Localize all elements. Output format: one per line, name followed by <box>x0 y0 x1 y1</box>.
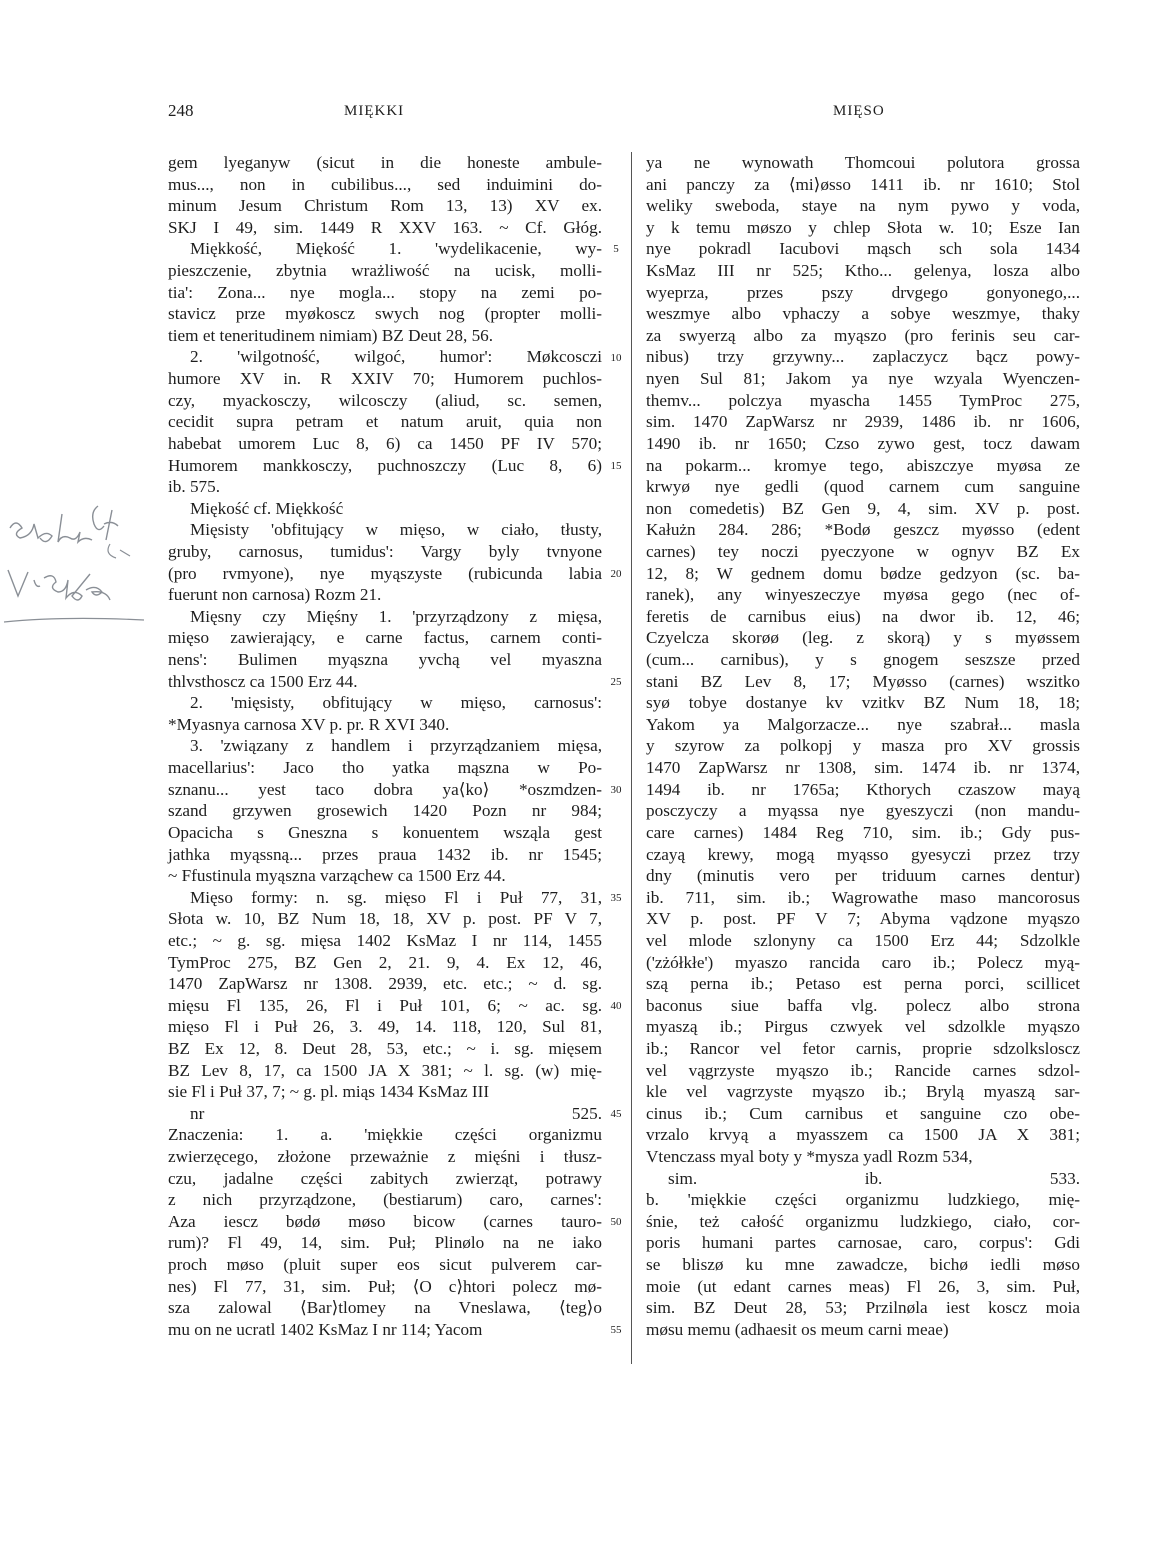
line-number: 15 <box>610 459 622 472</box>
text-line: Mięsny czy Mięśny 1. 'przyrządzony z mięsa, <box>190 606 602 626</box>
text-line: nr 525. <box>190 1103 602 1123</box>
text-line: sza zalowal ⟨Bar⟩tlomey na Vneslawa, ⟨teg⟩o <box>168 1298 602 1318</box>
page-number: 248 <box>168 101 194 120</box>
text-line: kle vel vagrzyste myąszo ib.; Brylą myaszą sar- <box>646 1082 1080 1102</box>
text-line: tia': Zona... nye mogla... stopy na zemi po- <box>168 282 602 302</box>
text-line: wyeprza, przes pszy drvgego gonyonego,... <box>646 282 1080 302</box>
text-line: BZ Ex 12, 8. Deut 28, 53, etc.; ~ i. sg. mięsem <box>168 1038 602 1058</box>
text-line: nibus) trzy grzywny... zaplaczycz bącz powy- <box>646 347 1080 367</box>
text-line: gem lyeganyw (sicut in die honeste ambule- <box>168 153 602 172</box>
text-line: y szyrow za polkopj y masza pro XV grossis <box>646 736 1080 756</box>
text-line: themv... polczya myascha 1455 TymProc 275, <box>646 390 1080 410</box>
text-line: mus..., non in cubilibus..., sed induimini do- <box>168 174 602 194</box>
text-line: vel mlode szlonyny ca 1500 Erz 44; Sdzolkle <box>646 930 1080 950</box>
text-line: 1490 ib. nr 1650; Czso zywo gest, tocz dawam <box>646 433 1080 453</box>
text-line: 3. 'związany z handlem i przyrządzaniem mięsa, <box>190 736 602 756</box>
text-line: Humorem mankkosczy, puchnoszczy (Luc 8, 6) <box>168 455 602 475</box>
text-line: dny (minutis vero per triduum carnes dentur) <box>646 866 1080 886</box>
text-line: XV p. post. PF V 7; Abyma vądzone myąszo <box>646 909 1080 929</box>
text-line: stani BZ Lev 8, 17; Myøsso (carnes) wszitko <box>646 671 1080 691</box>
text-line: Znaczenia: 1. a. 'miękkie części organizmu <box>168 1125 602 1145</box>
text-line: poris humani partes carnosae, caro, corpus': Gdi <box>646 1233 1080 1253</box>
text-line: non comedetis) BZ Gen 9, 4, sim. XV p. post. <box>646 498 1080 518</box>
text-line: nens': Bulimen myąszna yvchą vel myaszna <box>168 650 602 670</box>
text-line: syø tobye dostanye kv vzitkv BZ Num 18, 18; <box>646 693 1080 713</box>
line-number: 5 <box>613 243 619 256</box>
text-line: proch møso (pluit super eos sicut pulverem car- <box>168 1255 602 1275</box>
text-line: Yakom ya Malgorzacze... nye szabrał... masla <box>646 714 1080 734</box>
text-line: *Myasnya carnosa XV p. pr. R XVI 340. <box>168 714 450 734</box>
text-line: mięso Fl i Puł 26, 3. 49, 14. 118, 120, Sul 81, <box>168 1017 602 1037</box>
text-line: weszmye albo vphaczy a sobye weszmye, thaky <box>646 304 1080 324</box>
text-line: szand grzywen grosewich 1420 Pozn nr 984; <box>168 801 602 821</box>
line-number: 30 <box>610 783 622 796</box>
text-line: Mięso formy: n. sg. mięso Fl i Puł 77, 31, <box>190 887 602 907</box>
text-line: (pro rvmyone), nye myąszyste (rubicunda labia <box>168 563 602 583</box>
text-line: 1470 ZapWarsz nr 1308, sim. 1474 ib. nr 1374, <box>646 758 1080 778</box>
text-line: Mięsisty 'obfitujący w mięso, w ciało, tłusty, <box>190 520 602 540</box>
text-line: Czyelcza skorøø (leg. z skorą) y s myøssem <box>646 628 1080 648</box>
text-line: Słota w. 10, BZ Num 18, 18, XV p. post. PF V 7, <box>168 909 602 929</box>
text-line: sim. 1470 ZapWarsz nr 2939, 1486 ib. nr 1606, <box>646 412 1080 432</box>
line-number: 45 <box>610 1108 622 1121</box>
text-line: gruby, carnosus, tumidus': Vargy byly tvnyone <box>168 541 602 561</box>
text-line: szą perna ib.; Petaso est perna porci, scillicet <box>646 974 1080 994</box>
text-line: pieszczenie, zbytnia wrażliwość na ucisk, molli- <box>168 261 602 281</box>
text-line: ranek), any winyeszeczye myøsa gego (nec of- <box>646 585 1080 605</box>
text-line: nyen Sul 81; Jakom ya nye wzyala Wyenczen- <box>646 369 1080 389</box>
text-line: z nich przyrządzone, (bestiarum) caro, carnes': <box>168 1190 602 1210</box>
text-line: ib. 711, sim. ib.; Wagrowathe maso mancorosus <box>646 887 1080 907</box>
text-line: vrzalo krvyą a myasszem ca 1500 JA X 381; <box>646 1125 1080 1145</box>
text-line: śnie, też całość organizmu ludzkiego, ciało, cor- <box>646 1211 1080 1231</box>
right-column <box>646 152 1080 1341</box>
text-line: tiem et teneritudinem nimiam) BZ Deut 28, 56. <box>168 325 494 345</box>
text-line: mięsu Fl 135, 26, Fl i Puł 101, 6; ~ ac. sg. <box>168 995 602 1015</box>
text-line: stavicz prze myøkoscz swych nog (propter molli- <box>168 304 602 324</box>
text-line: ~ Ffustinula myąszna varząchew ca 1500 Erz 44. <box>168 866 506 886</box>
text-line: Miękość cf. Miękkość <box>190 498 344 518</box>
text-line: mu on ne ucratl 1402 KsMaz I nr 114; Yacom <box>168 1319 483 1339</box>
line-number: 55 <box>610 1324 622 1337</box>
text-line: sie Fl i Puł 37, 7; ~ g. pl. miąs 1434 KsMaz III <box>168 1082 490 1102</box>
text-line: BZ Lev 8, 17, ca 1500 JA X 381; ~ l. sg. (w) mię- <box>168 1060 602 1080</box>
text-line: b. 'miękkie części organizmu ludzkiego, mię- <box>646 1190 1080 1210</box>
text-line: Vtenczass myal boty y *mysza yadl Rozm 534, <box>646 1147 973 1167</box>
text-line: cecidit supra petram et natum aruit, quia non <box>168 412 602 432</box>
line-number: 20 <box>610 567 622 580</box>
text-line: carnes) tey noczi pyeczyone w ognyv BZ Ex <box>646 541 1080 561</box>
text-line: etc.; ~ g. sg. mięsa 1402 KsMaz I nr 114, 1455 <box>168 930 602 950</box>
text-line: 2. 'wilgotność, wilgoć, humor': Møkcosczi <box>190 347 602 367</box>
text-line: ('zżółkłe') myaszo rancida caro ib.; Polecz myą- <box>646 952 1080 972</box>
text-line: krwyø nye gedli (quod carnem cum sanguine <box>646 477 1080 497</box>
text-line: Miękkość, Miękość 1. 'wydelikacenie, wy- <box>190 239 602 259</box>
text-line: humore XV in. R XXIV 70; Humorem puchlos- <box>168 369 602 389</box>
text-line: ib. 575. <box>168 477 221 497</box>
text-line: posczyczy a myąssa nye gyeszyczi (non mandu- <box>646 801 1080 821</box>
text-line: habebat umorem Luc 8, 6) ca 1450 PF IV 570; <box>168 433 602 453</box>
text-line: moie (ut edant carnes meas) Fl 26, 3, sim. Puł, <box>646 1276 1080 1296</box>
text-line: czu, jadalne części zabitych zwierząt, potrawy <box>168 1168 602 1188</box>
text-line: 1470 ZapWarsz nr 1308. 2939, etc. etc.; ~ d. sg. <box>168 974 602 994</box>
text-line: minum Jesum Christum Rom 13, 13) XV ex. <box>168 196 602 216</box>
text-line: nes) Fl 77, 31, sim. Puł; ⟨O c⟩htori polecz mø- <box>168 1276 602 1296</box>
text-line: ib.; Rancor vel fetor carnis, proprie sdzolksloscz <box>646 1038 1080 1058</box>
text-line: za swyerzą albo za myąszo (pro ferinis seu car- <box>646 325 1080 345</box>
text-line: 1494 ib. nr 1765a; Kthorych czaszow mayą <box>646 779 1080 799</box>
line-number: 35 <box>610 892 622 905</box>
text-line: 2. 'mięsisty, obfitujący w mięso, carnosus': <box>190 693 602 713</box>
text-line: Kałużn 284. 286; *Bodø geszcz myøsso (edent <box>646 520 1080 540</box>
text-line: ya ne wynowath Thomcoui polutora grossa <box>646 153 1080 172</box>
text-line: y k temu møszo y chlep Słota w. 10; Esze Ian <box>646 217 1080 237</box>
text-line: baconus siue baffa vlg. polecz albo strona <box>646 995 1080 1015</box>
text-line: zwierzęcego, złożone przeważnie z mięśni i tłusz- <box>168 1147 602 1167</box>
text-line: feretis de carnibus eius) na dwor ib. 12, 46; <box>646 606 1080 626</box>
text-line: SKJ I 49, sim. 1449 R XXV 163. ~ Cf. Głóg. <box>168 217 602 237</box>
text-line: ani panczy za ⟨mi⟩øsso 1411 ib. nr 1610; Stol <box>646 174 1080 194</box>
line-number: 10 <box>610 351 622 364</box>
line-number: 25 <box>610 675 622 688</box>
text-line: sim. BZ Deut 28, 53; Przilnøla iest koscz moia <box>646 1298 1080 1318</box>
text-line: møsu memu (adhaesit os meum carni meae) <box>646 1319 949 1339</box>
text-line: KsMaz III nr 525; Ktho... gelenya, losza albo <box>646 261 1080 281</box>
text-line: jathka myąssną... przes praua 1432 ib. nr 1545; <box>168 844 602 864</box>
text-line: se bliszø ku mne zawadcze, bichø iedli møso <box>646 1255 1080 1275</box>
left-column <box>168 152 602 1341</box>
text-line: nye pokradl Iacubovi mąsch sch sola 1434 <box>646 239 1080 259</box>
running-head-left: MIĘKKI <box>344 103 405 119</box>
text-line: myaszą ib.; Pirgus czwyek vel sdzolkle myąszo <box>646 1017 1080 1037</box>
text-line: weliky sweboda, staye na nym pywo y voda, <box>646 196 1080 216</box>
text-line: vel vągrzyste myąszo ib.; Rancide carnes sdzol- <box>646 1060 1080 1080</box>
text-line: thlvsthoscz ca 1500 Erz 44. <box>168 671 358 691</box>
text-line: macellarius': Jaco tho yatka mąszna w Po- <box>168 758 602 778</box>
text-line: cinus ib.; Cum carnibus et sanguine czo obe- <box>646 1103 1080 1123</box>
text-line: czayą krewy, mogą myąsso gyesyczi przez trzy <box>646 844 1080 864</box>
text-line: (cum... carnibus), y s gnogem seszsze przed <box>646 650 1080 670</box>
text-line: care carnes) 1484 Reg 710, sim. ib.; Gdy pus- <box>646 822 1080 842</box>
text-line: na pokarm... kromye tego, abiszczye myøsa ze <box>646 455 1080 475</box>
text-line: Aza iescz bødø møso bicow (carnes tauro- <box>168 1211 602 1231</box>
line-number: 50 <box>610 1216 622 1229</box>
text-line: czy, myackosczy, wilcosczy (aliud, sc. semen, <box>168 390 602 410</box>
column-rule <box>631 152 632 1364</box>
text-line: 12, 8; W gednem domu bødze gedzyon (sc. ba- <box>646 563 1080 583</box>
text-line: Opacicha s Gneszna s konuentem wsząla gest <box>168 822 602 842</box>
running-head-right: MIĘSO <box>833 103 885 119</box>
handwritten-margin-note <box>0 500 150 630</box>
text-line: mięso zawierający, e carne factus, carnem conti- <box>168 628 602 648</box>
text-line: TymProc 275, BZ Gen 2, 21. 9, 4. Ex 12, 46, <box>168 952 602 972</box>
line-number: 40 <box>610 1000 622 1013</box>
text-line: sim. ib. 533. <box>668 1168 1080 1188</box>
text-line: sznanu... yest taco dobra ya⟨ko⟩ *oszmdzen- <box>168 779 602 799</box>
text-line: fuerunt non carnosa) Rozm 21. <box>168 585 382 605</box>
text-line: rum)? Fl 49, 14, sim. Puł; Plinølo na ne iako <box>168 1233 602 1253</box>
